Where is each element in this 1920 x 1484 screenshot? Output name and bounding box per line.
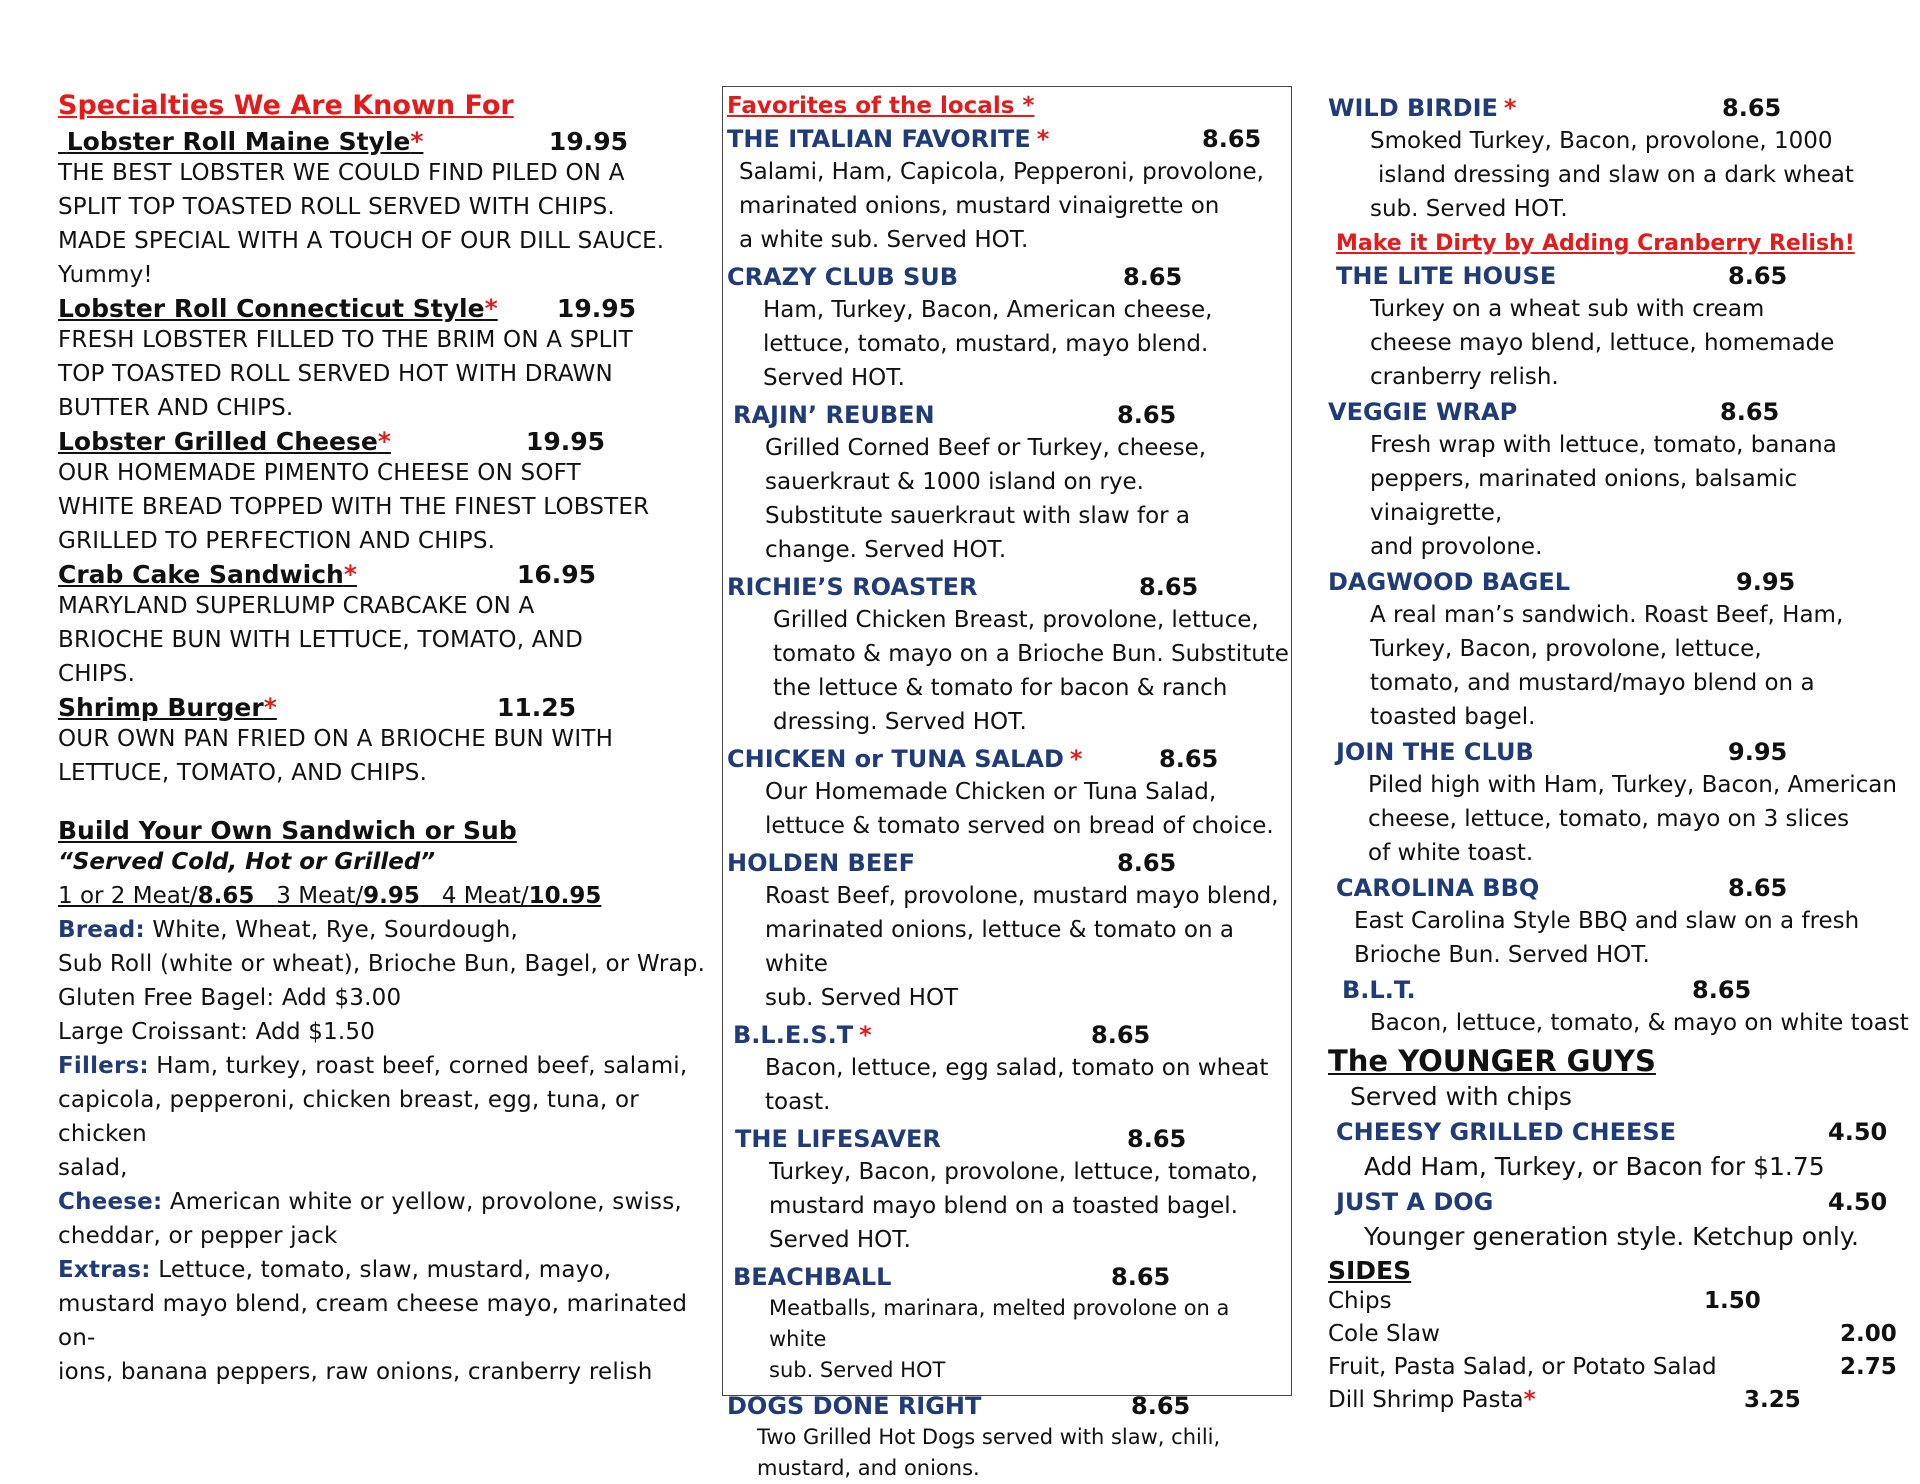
item-price: 4.50 [1828,1188,1888,1216]
item-price: 3.25 [1744,1387,1801,1413]
item-description [727,431,1291,567]
description-line: Our Homemade Chicken or Tuna Salad, [765,779,1217,805]
description-line: sub. Served HOT [765,985,959,1011]
description-line: island dressing and slaw on a dark wheat [1378,162,1854,188]
item-description [727,603,1291,739]
item-header [727,123,1291,155]
specialties-column [58,90,708,1389]
item-header [1328,974,1920,1006]
bread-options: Bread: White, Wheat, Rye, Sourdough, Sub Roll (white or wheat), Brioche Bun, Bagel, or Wrap. Gluten Free Bagel: Add $3.00 Large Croissant: Add $1.50 [58,917,706,1045]
item-price: 8.65 [1127,1125,1187,1153]
item-name: Crab Cake Sandwich* [58,560,357,589]
item-price: 19.95 [525,427,605,456]
description-line: Substitute sauerkraut with slaw for a [765,503,1191,529]
locals-list [727,123,1291,1484]
description-line: lettuce & tomato served on bread of choice. [765,813,1274,839]
menu-item [1328,92,1920,226]
build-your-own-prices: 1 or 2 Meat/8.65 3 Meat/9.95 4 Meat/10.95 [58,883,602,909]
description-line: Grilled Chicken Breast, provolone, lettuce, [773,607,1259,633]
description-line: Two Grilled Hot Dogs served with slaw, chili, [757,1425,1221,1449]
item-price: 16.95 [516,560,596,589]
cheese-options: Cheese: American white or yellow, provolone, swiss, cheddar, or pepper jack [58,1189,682,1249]
menu-item [1328,396,1920,564]
item-name: CRAZY CLUB SUB [727,263,959,291]
item-name: WILD BIRDIE [1328,94,1498,122]
cranberry-note: Make it Dirty by Adding Cranberry Relish! [1336,231,1855,256]
item-price: 8.65 [1111,1263,1171,1291]
description-line: marinated onions, lettuce & tomato on a white [765,917,1234,977]
item-name: B.L.E.S.T [733,1021,854,1049]
description-line: dressing. Served HOT. [773,709,1027,735]
item-price: 2.00 [1840,1321,1897,1347]
star-marker: * [484,294,498,323]
star-marker: * [410,127,424,156]
item-description [1328,768,1920,870]
star-marker: * [859,1021,872,1049]
description-line: Served HOT. [769,1227,911,1253]
item-price: 8.65 [1722,94,1782,122]
item-description [727,1051,1291,1119]
item-description [1328,428,1920,564]
item-description [1328,904,1920,972]
item-description [727,293,1291,395]
item-header [1328,92,1920,124]
item-price: 8.65 [1692,976,1752,1004]
description-line: a white sub. Served HOT. [739,227,1029,253]
menu-item [727,743,1291,843]
cheese-label: Cheese: [58,1189,163,1215]
right-column [1328,92,1920,1417]
menu-item [727,1261,1291,1386]
menu-item [727,123,1291,257]
description-line: Salami, Ham, Capicola, Pepperoni, provolone, [739,159,1264,185]
description-line: Fresh wrap with lettuce, tomato, banana [1370,432,1837,458]
star-marker: * [1523,1387,1536,1413]
item-description: MARYLAND SUPERLUMP CRABCAKE ON A BRIOCHE BUN WITH LETTUCE, TOMATO, AND CHIPS. [58,593,584,687]
menu-item [1328,974,1920,1040]
specialty-item [58,693,708,790]
description-line: Brioche Bun. Served HOT. [1354,942,1650,968]
item-name: Lobster Roll Connecticut Style* [58,294,498,323]
item-price: 8.65 [1159,745,1219,773]
item-description: Add Ham, Turkey, or Bacon for $1.75 [1364,1152,1825,1181]
item-price: 2.75 [1840,1354,1897,1380]
description-line: Turkey on a wheat sub with cream [1370,296,1765,322]
build-your-own-title: Build Your Own Sandwich or Sub [58,816,517,845]
menu-item [727,571,1291,739]
item-name: THE LITE HOUSE [1336,262,1557,290]
description-line: Ham, Turkey, Bacon, American cheese, [763,297,1213,323]
item-name: THE ITALIAN FAVORITE [727,125,1031,153]
menu-item [1328,872,1920,972]
item-price: 11.25 [496,693,576,722]
younger-guys-title: The YOUNGER GUYS [1328,1044,1656,1078]
side-item [1328,1318,1920,1351]
menu-item [1328,566,1920,734]
item-name: JOIN THE CLUB [1336,738,1534,766]
item-name: Shrimp Burger* [58,693,277,722]
item-price: 19.95 [556,294,636,323]
item-header [727,399,1291,431]
item-name: JUST A DOG [1336,1188,1494,1216]
item-price: 8.65 [1728,874,1788,902]
description-line: Served HOT. [763,365,905,391]
description-line: tomato, and mustard/mayo blend on a [1370,670,1815,696]
description-line: lettuce, tomato, mustard, mayo blend. [763,331,1209,357]
menu-item [727,1390,1291,1484]
item-price: 4.50 [1828,1118,1888,1146]
description-line: cranberry relish. [1370,364,1559,390]
star-marker: * [343,560,357,589]
item-name: Chips [1328,1288,1392,1314]
item-header [727,1390,1291,1422]
specialty-item [58,427,708,558]
description-line: Roast Beef, provolone, mustard mayo blend, [765,883,1279,909]
item-description [727,1155,1291,1257]
item-name: BEACHBALL [733,1263,892,1291]
side-item [1328,1384,1920,1417]
description-line: toasted bagel. [1370,704,1536,730]
description-line: sub. Served HOT [769,1358,946,1382]
description-line: Turkey, Bacon, provolone, lettuce, tomato, [769,1159,1258,1185]
item-name: RICHIE’S ROASTER [727,573,978,601]
item-description [1328,1006,1920,1040]
item-description [727,1293,1291,1386]
item-header [727,1123,1291,1155]
description-line: marinated onions, mustard vinaigrette on [739,193,1220,219]
menu-item [1328,736,1920,870]
item-name: CHEESY GRILLED CHEESE [1336,1118,1677,1146]
description-line: East Carolina Style BBQ and slaw on a fresh [1354,908,1860,934]
item-header [1328,872,1920,904]
menu-item [727,261,1291,395]
fillers-label: Fillers: [58,1053,149,1079]
item-name: CAROLINA BBQ [1336,874,1540,902]
item-header [727,1019,1291,1051]
item-price: 8.65 [1091,1021,1151,1049]
item-price: 8.65 [1728,262,1788,290]
description-line: sub. Served HOT. [1370,196,1568,222]
description-line: Meatballs, marinara, melted provolone on a white [769,1296,1230,1351]
item-header [727,847,1291,879]
star-marker: * [1503,94,1517,122]
specialty-item [58,294,708,425]
item-header [727,1261,1291,1293]
item-description [727,1422,1291,1484]
side-item [1328,1285,1920,1318]
item-name: RAJIN’ REUBEN [733,401,935,429]
sides-title: SIDES [1328,1256,1412,1285]
item-name: VEGGIE WRAP [1328,398,1518,426]
item-description [727,155,1291,257]
item-description: OUR HOMEMADE PIMENTO CHEESE ON SOFT WHITE BREAD TOPPED WITH THE FINEST LOBSTER GRILLED TO PERFECTION AND CHIPS. [58,460,650,554]
menu-item [727,1019,1291,1119]
item-name: DAGWOOD BAGEL [1328,568,1571,596]
item-header [727,261,1291,293]
description-line: A real man’s sandwich. Roast Beef, Ham, [1370,602,1844,628]
kids-item [1328,1116,1920,1186]
description-line: mustard mayo blend on a toasted bagel. [769,1193,1238,1219]
specialty-item [58,560,708,691]
item-header [1328,736,1920,768]
item-description: THE BEST LOBSTER WE COULD FIND PILED ON A SPLIT TOP TOASTED ROLL SERVED WITH CHIPS. MADE SPECIAL WITH A TOUCH OF OUR DILL SAUCE. Yummy! [58,160,665,288]
item-description: FRESH LOBSTER FILLED TO THE BRIM ON A SPLIT TOP TOASTED ROLL SERVED HOT WITH DRAWN BUTTER AND CHIPS. [58,327,633,421]
description-line: Smoked Turkey, Bacon, provolone, 1000 [1370,128,1833,154]
item-name: B.L.T. [1342,976,1416,1004]
extras-label: Extras: [58,1257,151,1283]
star-marker: * [263,693,277,722]
item-description [1328,292,1920,394]
sides-list [1328,1285,1920,1417]
item-name: Dill Shrimp Pasta [1328,1387,1524,1413]
item-name: DOGS DONE RIGHT [727,1392,982,1420]
filler-options: Fillers: Ham, turkey, roast beef, corned beef, salami, capicola, pepperoni, chicken breast, egg, tuna, or chicken salad, [58,1053,688,1181]
sandwich-list [1328,92,1920,1040]
item-description [1328,124,1920,226]
item-price: 19.95 [548,127,628,156]
description-line: cheese, lettuce, tomato, mayo on 3 slices [1368,806,1850,832]
description-line: Turkey, Bacon, provolone, lettuce, [1370,636,1762,662]
kids-item [1328,1186,1920,1256]
description-line: the lettuce & tomato for bacon & ranch [773,675,1228,701]
description-line: peppers, marinated onions, balsamic vinaigrette, [1370,466,1798,526]
extras-options: Extras: Lettuce, tomato, slaw, mustard, mayo, mustard mayo blend, cream cheese mayo, marinated on- ions, banana peppers, raw onions, cranberry relish [58,1257,688,1385]
star-marker: * [1036,125,1050,153]
menu-item [727,1123,1291,1257]
description-line: sauerkraut & 1000 island on rye. [765,469,1144,495]
item-header [1328,396,1920,428]
menu-item [727,847,1291,1015]
item-name: Lobster Grilled Cheese* [58,427,391,456]
menu-item [727,399,1291,567]
item-header [1328,260,1920,292]
item-header [727,571,1291,603]
menu-item [1328,260,1920,394]
description-line: Piled high with Ham, Turkey, Bacon, American [1368,772,1897,798]
star-marker: * [1069,745,1083,773]
description-line: and provolone. [1370,534,1543,560]
item-description: OUR OWN PAN FRIED ON A BRIOCHE BUN WITH LETTUCE, TOMATO, AND CHIPS. [58,726,614,786]
item-price: 8.65 [1123,263,1183,291]
item-price: 8.65 [1720,398,1780,426]
item-price: 9.95 [1728,738,1788,766]
item-description [727,775,1291,843]
item-price: 9.95 [1736,568,1796,596]
item-description [1328,598,1920,734]
description-line: Bacon, lettuce, tomato, & mayo on white toast [1370,1010,1909,1036]
description-line: change. Served HOT. [765,537,1007,563]
item-price: 8.65 [1117,849,1177,877]
specialty-item [58,127,708,292]
description-line: Bacon, lettuce, egg salad, tomato on wheat [765,1055,1269,1081]
star-marker: * [377,427,391,456]
item-price: 8.65 [1202,125,1262,153]
description-line: toast. [765,1089,831,1115]
item-name: Fruit, Pasta Salad, or Potato Salad [1328,1354,1717,1380]
description-line: tomato & mayo on a Brioche Bun. Substitute [773,641,1289,667]
bread-label: Bread: [58,917,145,943]
description-line: of white toast. [1368,840,1534,866]
item-name: Cole Slaw [1328,1321,1440,1347]
item-description [727,879,1291,1015]
item-name: Lobster Roll Maine Style* [66,127,424,156]
description-line: cheese mayo blend, lettuce, homemade [1370,330,1835,356]
item-header [727,743,1291,775]
item-header [1328,566,1920,598]
side-item [1328,1351,1920,1384]
item-price: 8.65 [1131,1392,1191,1420]
item-name: HOLDEN BEEF [727,849,916,877]
item-price: 8.65 [1139,573,1199,601]
locals-title: Favorites of the locals * [727,93,1035,119]
description-line: Grilled Corned Beef or Turkey, cheese, [765,435,1207,461]
description-line: mustard, and onions. [757,1456,980,1480]
locals-favorites-box [722,86,1292,1480]
item-price: 8.65 [1117,401,1177,429]
specialties-title: Specialties We Are Known For [58,90,514,121]
item-price: 1.50 [1704,1288,1761,1314]
item-name: CHICKEN or TUNA SALAD [727,745,1064,773]
build-your-own-subtitle: “Served Cold, Hot or Grilled” [58,849,436,875]
item-name: THE LIFESAVER [735,1125,941,1153]
younger-guys-subtitle: Served with chips [1350,1082,1572,1111]
item-description: Younger generation style. Ketchup only. [1364,1222,1860,1251]
